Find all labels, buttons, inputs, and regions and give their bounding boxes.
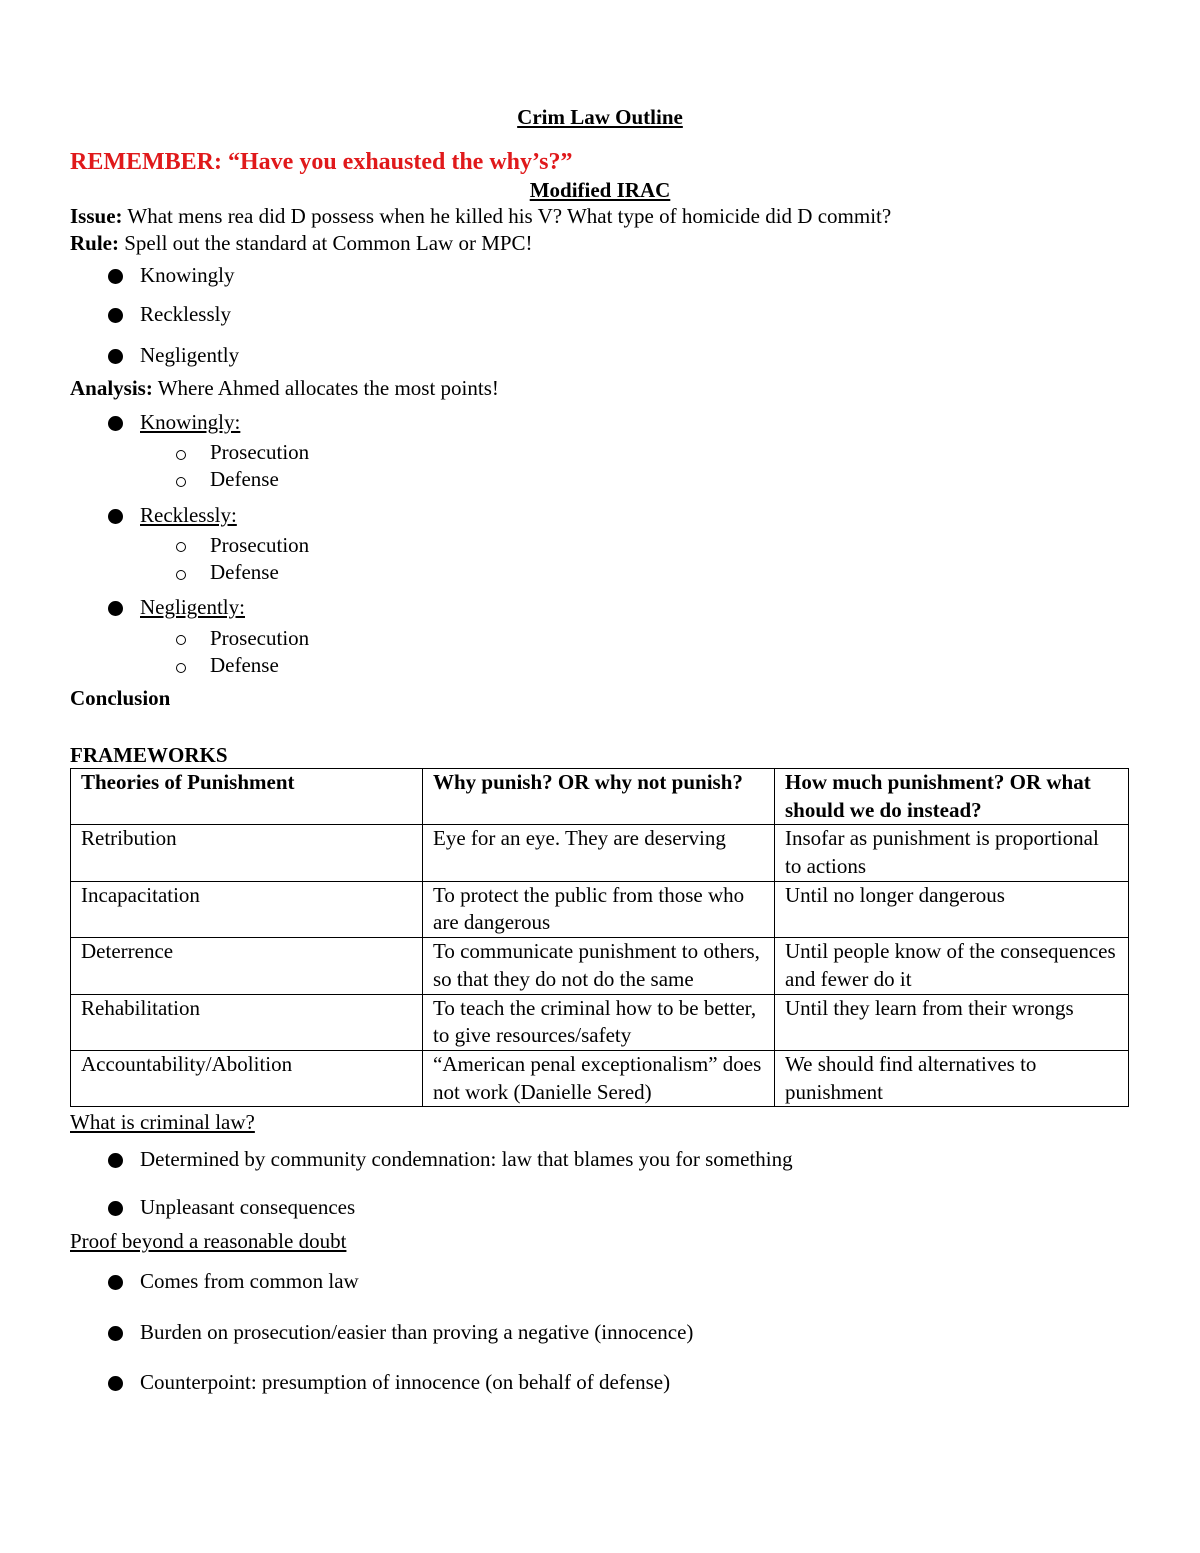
sub-item: Defense <box>70 559 1130 586</box>
conclusion-label: Conclusion <box>70 686 171 711</box>
table-cell: Rehabilitation <box>71 994 423 1050</box>
bullet-icon <box>108 308 123 323</box>
circle-bullet-icon <box>176 635 186 645</box>
table-row <box>71 994 1129 1050</box>
table-cell: Retribution <box>71 825 423 881</box>
table-cell: Eye for an eye. They are deserving <box>423 825 775 881</box>
table-cell: Until no longer dangerous <box>775 881 1129 937</box>
list-item: Negligently: Prosecution Defense <box>70 594 1130 679</box>
sub-item: Defense <box>70 466 1130 493</box>
proof-heading: Proof beyond a reasonable doubt <box>70 1229 347 1254</box>
bullet-icon <box>108 509 123 524</box>
irac-heading: Modified IRAC <box>529 178 671 203</box>
rule-list <box>70 262 1130 369</box>
criminal-law-heading: What is criminal law? <box>70 1110 255 1135</box>
analysis-list <box>70 409 1130 680</box>
bullet-icon <box>108 1201 123 1216</box>
sub-item: Prosecution <box>70 532 1130 559</box>
frameworks-heading: FRAMEWORKS <box>70 742 228 767</box>
circle-bullet-icon <box>176 542 186 552</box>
bullet-icon <box>108 349 123 364</box>
table-cell: To protect the public from those who are dangerous <box>423 881 775 937</box>
list-item: Recklessly <box>70 301 1130 327</box>
bullet-icon <box>108 1275 123 1290</box>
table-cell: Insofar as punishment is proportional to actions <box>775 825 1129 881</box>
circle-bullet-icon <box>176 450 186 460</box>
circle-bullet-icon <box>176 663 186 673</box>
bullet-icon <box>108 416 123 431</box>
sub-list <box>70 532 1130 587</box>
table-cell: “American penal exceptionalism” does not work (Danielle Sered) <box>423 1051 775 1107</box>
sub-item: Prosecution <box>70 625 1130 652</box>
table-cell: We should find alternatives to punishment <box>775 1051 1129 1107</box>
table-cell: Incapacitation <box>71 881 423 937</box>
punishment-table <box>70 768 1129 1108</box>
page-title: Crim Law Outline <box>517 105 683 129</box>
sub-item: Prosecution <box>70 439 1130 466</box>
table-row <box>71 825 1129 881</box>
table-cell: Accountability/Abolition <box>71 1051 423 1107</box>
bullet-icon <box>108 1326 123 1341</box>
rule-label: Rule: <box>70 230 119 255</box>
bullet-icon <box>108 1376 123 1391</box>
analysis-line <box>70 375 1130 401</box>
list-item: Burden on prosecution/easier than proving a negative (innocence) <box>70 1319 1130 1345</box>
remember-note: REMEMBER: “Have you exhausted the why’s?” <box>70 149 573 176</box>
analysis-label: Analysis: <box>70 375 153 400</box>
issue-line <box>70 203 1130 229</box>
table-cell: Deterrence <box>71 938 423 994</box>
table-row <box>71 881 1129 937</box>
list-item: Determined by community condemnation: law that blames you for something <box>70 1146 1130 1172</box>
document-page <box>70 104 1130 1395</box>
table-cell: To teach the criminal how to be better, to give resources/safety <box>423 994 775 1050</box>
table-header-row <box>71 768 1129 824</box>
circle-bullet-icon <box>176 570 186 580</box>
table-cell: Until people know of the consequences and fewer do it <box>775 938 1129 994</box>
column-header: Theories of Punishment <box>71 768 423 824</box>
issue-label: Issue: <box>70 204 123 229</box>
table-cell: Until they learn from their wrongs <box>775 994 1129 1050</box>
proof-list <box>70 1268 1130 1395</box>
bullet-icon <box>108 269 123 284</box>
column-header: Why punish? OR why not punish? <box>423 768 775 824</box>
rule-line <box>70 230 1130 256</box>
sub-list <box>70 439 1130 494</box>
list-item: Knowingly: Prosecution Defense <box>70 409 1130 494</box>
list-item: Recklessly: Prosecution Defense <box>70 502 1130 587</box>
list-item: Unpleasant consequences <box>70 1194 1130 1220</box>
table-row <box>71 1051 1129 1107</box>
list-item: Negligently <box>70 342 1130 368</box>
sub-item: Defense <box>70 652 1130 679</box>
analysis-text: Where Ahmed allocates the most points! <box>152 375 499 400</box>
list-item: Counterpoint: presumption of innocence (on behalf of defense) <box>70 1369 1130 1395</box>
rule-text: Spell out the standard at Common Law or MPC! <box>119 230 533 255</box>
criminal-law-list <box>70 1146 1130 1221</box>
bullet-icon <box>108 1153 123 1168</box>
list-item: Knowingly <box>70 262 1130 288</box>
circle-bullet-icon <box>176 477 186 487</box>
column-header: How much punishment? OR what should we do instead? <box>775 768 1129 824</box>
list-item: Comes from common law <box>70 1268 1130 1294</box>
sub-list <box>70 625 1130 680</box>
table-cell: To communicate punishment to others, so that they do not do the same <box>423 938 775 994</box>
table-row <box>71 938 1129 994</box>
bullet-icon <box>108 601 123 616</box>
issue-text: What mens rea did D possess when he killed his V? What type of homicide did D commit? <box>122 204 892 229</box>
